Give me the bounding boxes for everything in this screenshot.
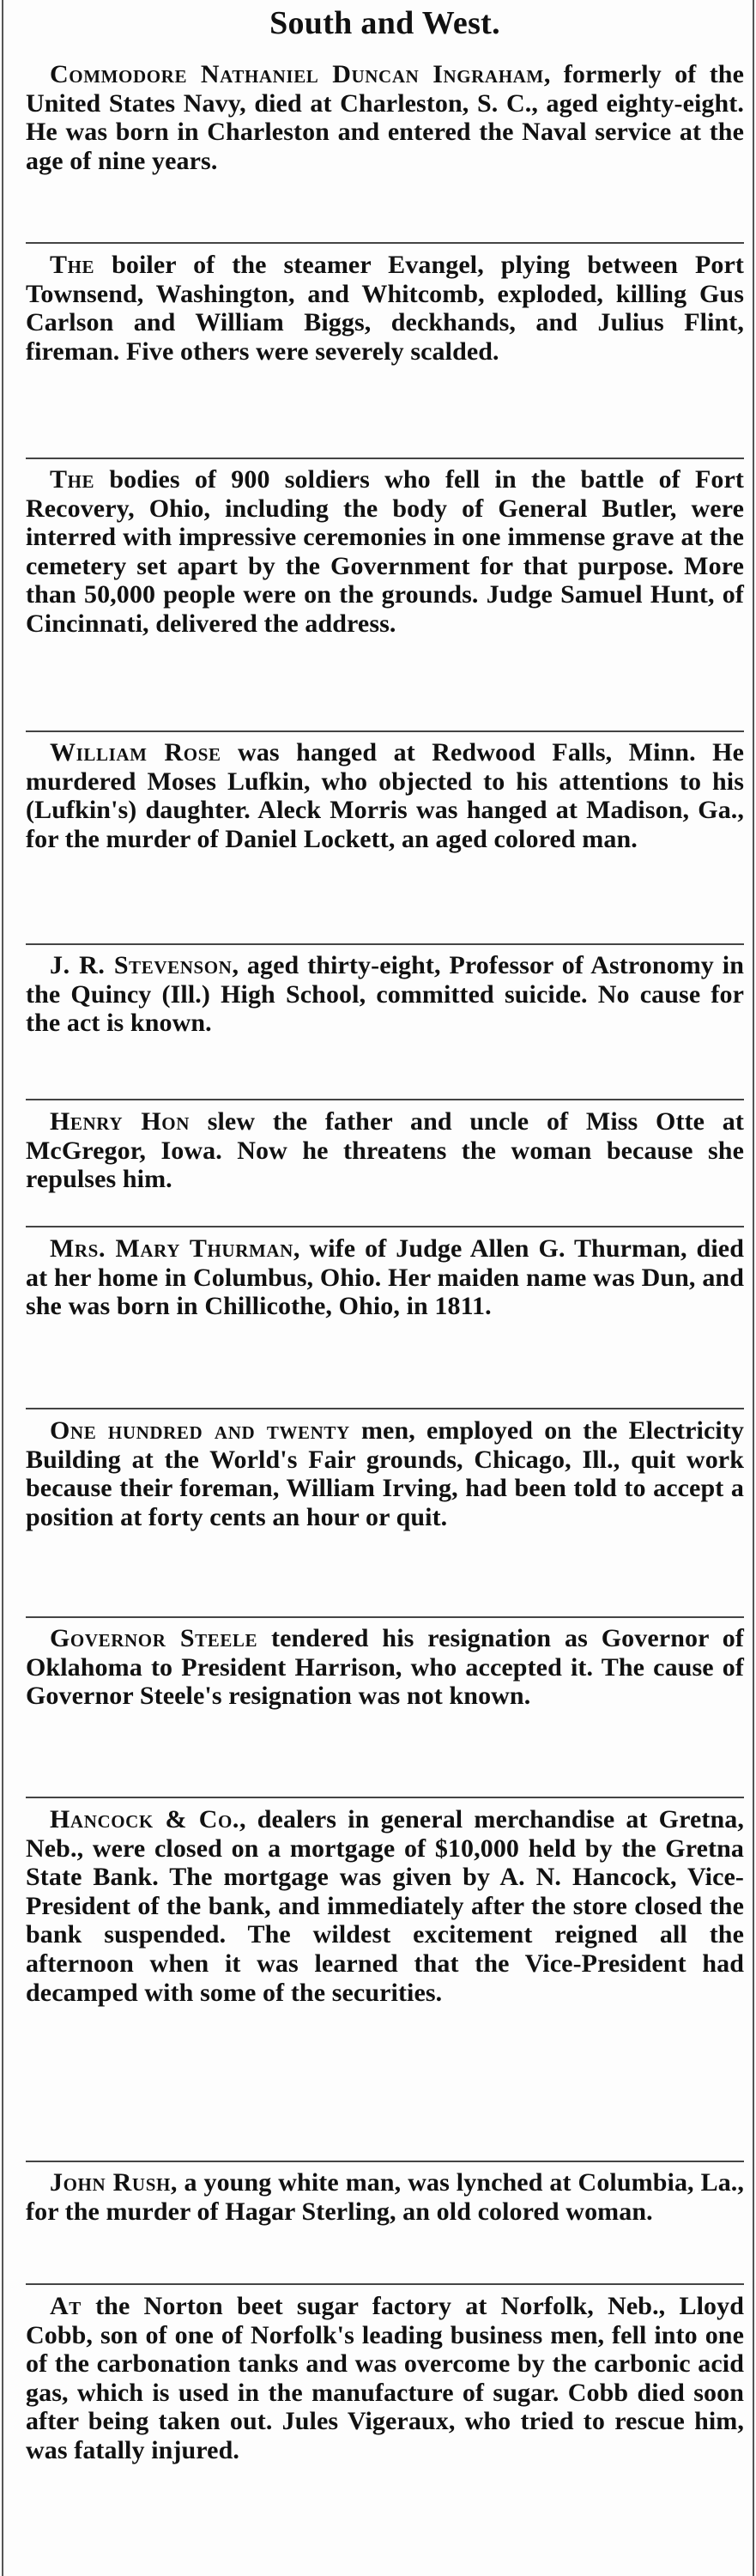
news-item-6 <box>26 1107 744 1194</box>
news-item-text: men, employed on the Electricity Building at the World's Fair grounds, Chicago, Ill., quit work because their foreman, William Irving, had been told to accept a position at forty cents an hour or quit. <box>26 1416 744 1531</box>
right-column-border <box>753 0 754 2576</box>
news-item-lead: Mrs. Mary Thurman <box>50 1234 293 1263</box>
news-item-text: , formerly of the United States Navy, died at Charleston, S. C., aged eighty-eight. He was born in Charleston and entered the Naval service at the age of nine years. <box>26 60 744 175</box>
news-item-text: bodies of 900 soldiers who fell in the battle of Fort Recovery, Ohio, including the body of General Butler, were interred with impressive ceremonies in one immense grave at the cemetery set apart by the Government for that purpose. More than 50,000 people were on the grounds. Judge Samuel Hunt, of Cincinnati, delivered the address. <box>26 465 744 638</box>
divider <box>26 242 744 244</box>
news-item-10 <box>26 1805 744 2007</box>
news-item-text: was hanged at Redwood Falls, Minn. He murdered Moses Lufkin, who objected to his attentions to his (Lufkin's) daughter. Aleck Morris was hanged at Madison, Ga., for the murder of Daniel Lockett, an aged colored man. <box>26 738 744 853</box>
news-item-text: , a young white man, was lynched at Columbia, La., for the murder of Hagar Sterling, an old colored woman. <box>26 2168 744 2226</box>
divider <box>26 458 744 459</box>
news-item-text: tendered his resignation as Governor of Oklahoma to President Harrison, who accepted it. The cause of Governor Steele's resignation was not known. <box>26 1624 744 1711</box>
column <box>26 0 744 58</box>
news-item-text: boiler of the steamer Evangel, plying between Port Townsend, Washington, and Whitcomb, exploded, killing Gus Carlson and William Biggs, deckhands, and Julius Flint, fireman. Five others were severely scalded. <box>26 251 744 366</box>
news-item-lead: William Rose <box>50 738 221 767</box>
news-item-lead: One hundred and twenty <box>50 1416 350 1445</box>
news-item-12 <box>26 2292 744 2465</box>
news-item-text: , dealers in general merchandise at Gretna, Neb., were closed on a mortgage of $10,000 held by the Gretna State Bank. The mortgage was given by A. N. Hancock, Vice-President of the bank, and immediately after the store closed the bank suspended. The wildest excitement reigned all the afternoon when it was learned that the Vice-President had decamped with some of the securities. <box>26 1805 744 2007</box>
news-item-text: the Norton beet sugar factory at Norfolk, Neb., Lloyd Cobb, son of one of Norfolk's leading business men, fell into one of the carbonation tanks and was overcome by the carbonic acid gas, which is used in the manufacture of sugar. Cobb died soon after being taken out. Jules Vigeraux, who tried to rescue him, was fatally injured. <box>26 2292 744 2464</box>
divider <box>26 2161 744 2162</box>
news-item-lead: John Rush <box>50 2168 171 2197</box>
divider <box>26 1226 744 1227</box>
news-item-text: , aged thirty-eight, Professor of Astronomy in the Quincy (Ill.) High School, committed suicide. No cause for the act is known. <box>26 951 744 1038</box>
divider <box>26 1408 744 1409</box>
divider <box>26 1099 744 1100</box>
news-item-9 <box>26 1624 744 1711</box>
news-item-8 <box>26 1416 744 1531</box>
divider <box>26 730 744 732</box>
news-item-text: slew the father and uncle of Miss Otte at McGregor, Iowa. Now he threatens the woman because she repulses him. <box>26 1107 744 1194</box>
news-item-lead: J. R. Stevenson <box>50 951 233 979</box>
left-column-border <box>2 0 3 2576</box>
news-item-11 <box>26 2168 744 2226</box>
news-item-lead: Governor Steele <box>50 1624 258 1652</box>
section-heading: South and West. <box>269 5 500 41</box>
news-item-lead: Hancock & Co. <box>50 1805 240 1834</box>
news-item-lead: Henry Hon <box>50 1107 190 1136</box>
divider <box>26 943 744 945</box>
news-item-lead: The <box>50 251 95 279</box>
news-item-lead: The <box>50 465 95 494</box>
news-item-7 <box>26 1234 744 1321</box>
divider <box>26 1616 744 1618</box>
news-item-lead: At <box>50 2292 82 2320</box>
news-item-text: , wife of Judge Allen G. Thurman, died at her home in Columbus, Ohio. Her maiden name was Dun, and she was born in Chillicothe, Ohio, in 1811. <box>26 1234 744 1321</box>
news-item-3 <box>26 465 744 639</box>
news-item-1 <box>26 60 744 175</box>
divider <box>26 1797 744 1798</box>
news-item-5 <box>26 951 744 1038</box>
news-item-2 <box>26 251 744 366</box>
news-item-4 <box>26 738 744 853</box>
news-item-lead: Commodore Nathaniel Duncan Ingraham <box>50 60 544 88</box>
divider <box>26 2283 744 2285</box>
